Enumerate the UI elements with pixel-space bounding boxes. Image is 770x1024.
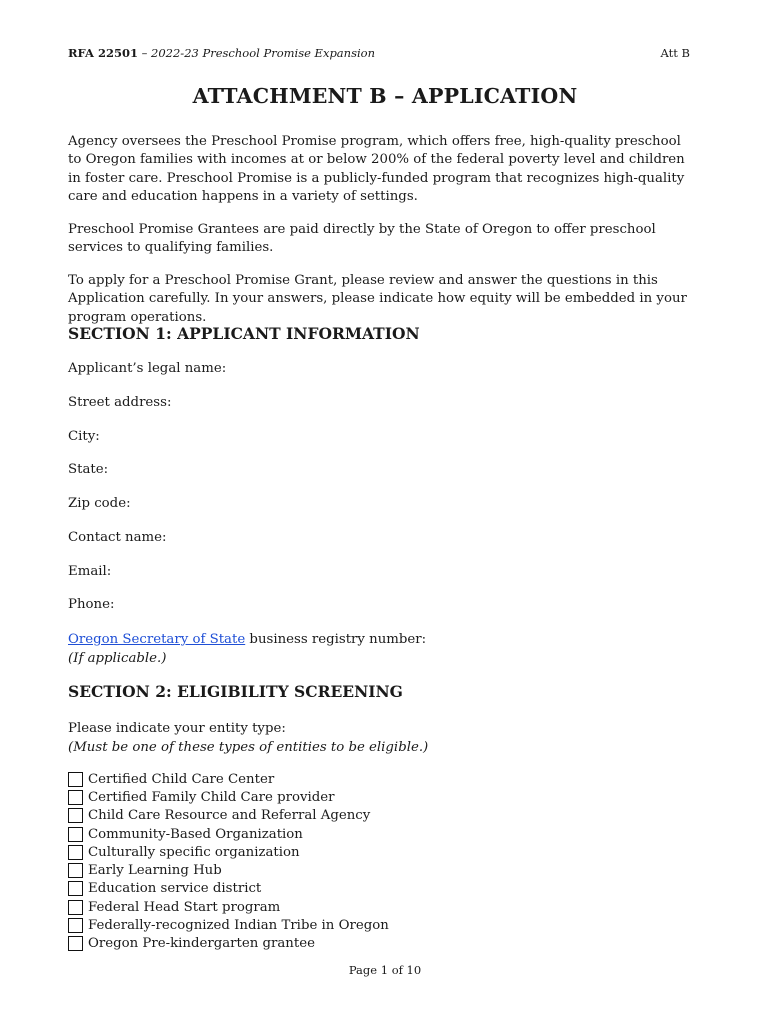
checklist-item[interactable]: [68, 898, 389, 916]
field-state[interactable]: State:: [68, 462, 109, 477]
checkbox[interactable]: [68, 790, 83, 805]
header-left: [68, 46, 375, 60]
registry-note: (If applicable.): [68, 651, 167, 666]
checklist-item[interactable]: [68, 843, 389, 861]
checklist-item[interactable]: [68, 825, 389, 843]
checklist-item[interactable]: [68, 788, 389, 806]
registry-label: business registry number:: [245, 632, 427, 647]
entity-type-prompt: Please indicate your entity type:: [68, 721, 286, 736]
registry-line: [68, 630, 426, 649]
field-street-address[interactable]: Street address:: [68, 395, 172, 410]
checkbox[interactable]: [68, 845, 83, 860]
checklist-item[interactable]: [68, 861, 389, 879]
checkbox-label: Federal Head Start program: [88, 899, 281, 915]
checkbox-label: Oregon Pre-kindergarten grantee: [88, 936, 315, 952]
apply-paragraph: To apply for a Preschool Promise Grant, please review and answer the questions in this Application carefully. In your answers, please indicate how equity will be embedded in your program operations.: [68, 273, 687, 325]
checkbox[interactable]: [68, 936, 83, 951]
checkbox[interactable]: [68, 881, 83, 896]
section-1-heading: SECTION 1: APPLICANT INFORMATION: [68, 324, 420, 343]
secretary-of-state-link[interactable]: Oregon Secretary of State: [68, 632, 246, 647]
checkbox-label: Education service district: [88, 881, 262, 897]
checkbox[interactable]: [68, 827, 83, 842]
entity-type-checklist: [68, 770, 389, 953]
checkbox-label: Certified Child Care Center: [88, 771, 275, 787]
checklist-item[interactable]: [68, 916, 389, 934]
attachment-label: Att B: [660, 46, 690, 60]
checkbox-label: Certified Family Child Care provider: [88, 789, 335, 805]
grantees-paragraph: Preschool Promise Grantees are paid directly by the State of Oregon to offer preschool services to qualifying families.: [68, 222, 656, 256]
field-email[interactable]: Email:: [68, 564, 112, 579]
checkbox[interactable]: [68, 900, 83, 915]
field-zip-code[interactable]: Zip code:: [68, 496, 131, 511]
intro-paragraph: Agency oversees the Preschool Promise program, which offers free, high-quality preschool to Oregon families with incomes at or below 200% of the federal poverty level and children in foster care. Preschool Promise is a publicly-funded program that recognizes high-quality care and education happens in a variety of settings.: [68, 134, 685, 204]
page-title: ATTACHMENT B – APPLICATION: [192, 84, 578, 108]
checkbox-label: Early Learning Hub: [88, 863, 222, 879]
checklist-item[interactable]: [68, 770, 389, 788]
checkbox[interactable]: [68, 918, 83, 933]
checkbox-label: Community-Based Organization: [88, 826, 303, 842]
rfa-subtitle: – 2022-23 Preschool Promise Expansion: [137, 46, 375, 60]
checkbox[interactable]: [68, 772, 83, 787]
checklist-item[interactable]: [68, 807, 389, 825]
checkbox-label: Federally-recognized Indian Tribe in Oregon: [88, 918, 389, 934]
rfa-number: RFA 22501: [68, 46, 138, 60]
field-city[interactable]: City:: [68, 429, 100, 444]
checkbox[interactable]: [68, 808, 83, 823]
checklist-item[interactable]: [68, 935, 389, 953]
checkbox[interactable]: [68, 863, 83, 878]
field-legal-name[interactable]: Applicant’s legal name:: [68, 361, 227, 376]
checkbox-label: Child Care Resource and Referral Agency: [88, 808, 371, 824]
entity-type-note: (Must be one of these types of entities to be eligible.): [68, 740, 429, 755]
field-phone[interactable]: Phone:: [68, 597, 115, 612]
entity-type-prompt-block: [68, 719, 428, 757]
checkbox-label: Culturally specific organization: [88, 844, 300, 860]
registry-field[interactable]: [68, 630, 426, 668]
page-number: Page 1 of 10: [348, 963, 422, 977]
field-contact-name[interactable]: Contact name:: [68, 530, 167, 545]
page-header: [68, 46, 690, 60]
section-2-heading: SECTION 2: ELIGIBILITY SCREENING: [68, 682, 403, 701]
checklist-item[interactable]: [68, 880, 389, 898]
